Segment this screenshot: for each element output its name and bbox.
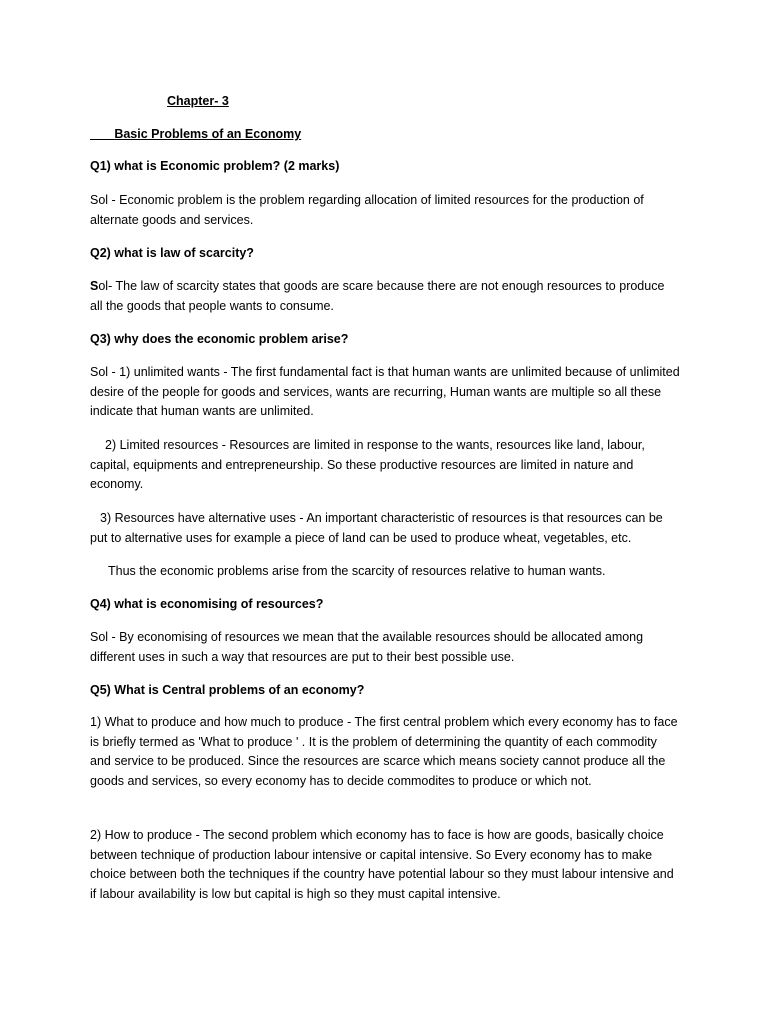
q3-point-2: 2) Limited resources - Resources are limited in response to the wants, resources like land, labour, capital, equipments and entrepreneurship. So these productive resources are limited in nature and economy.	[90, 438, 645, 491]
q4-question: Q4) what is economising of resources?	[90, 597, 324, 611]
q5-question: Q5) What is Central problems of an economy?	[90, 683, 365, 697]
q2-answer-lead: S	[90, 279, 99, 293]
q1-answer: Sol - Economic problem is the problem regarding allocation of limited resources for the production of alternate goods and services.	[90, 193, 644, 227]
q3-question: Q3) why does the economic problem arise?	[90, 332, 349, 346]
section-heading-text: Basic Problems of an Economy	[114, 127, 302, 141]
q5-point-2: 2) How to produce - The second problem which economy has to face is how are goods, basically choice between technique of production labour intensive or capital intensive. So Every economy has to make choice between both the techniques if the country have potential labour so they must labour intensive and if labour availability is low but capital is high so they must capital intensive.	[90, 828, 674, 901]
q1-question: Q1) what is Economic problem? (2 marks)	[90, 159, 340, 173]
q3-conclusion: Thus the economic problems arise from the scarcity of resources relative to human wants.	[108, 564, 606, 578]
q4-answer: Sol - By economising of resources we mean that the available resources should be allocated among different uses in such a way that resources are put to their best possible use.	[90, 630, 644, 664]
q3-point-1: Sol - 1) unlimited wants - The first fundamental fact is that human wants are unlimited because of unlimited desire of the people for goods and services, wants are recurring, Human wants are multiple so all these indicate that human wants are unlimited.	[90, 365, 680, 418]
q3-point-3: 3) Resources have alternative uses - An important characteristic of resources is that resources can be put to alternative uses for example a piece of land can be used to produce wheat, vegetables, etc.	[90, 511, 663, 545]
q2-answer	[90, 277, 680, 316]
q5-point-1: 1) What to produce and how much to produce - The first central problem which every economy has to face is briefly termed as 'What to produce ' . It is the problem of determining the quantity of each commodity and service to be produced. Since the resources are scarce which means society cannot produce all the goods and services, so every economy has to decide commodites to produce or which not.	[90, 715, 678, 788]
q2-question: Q2) what is law of scarcity?	[90, 246, 254, 260]
q2-answer-text: ol- The law of scarcity states that goods are scare because there are not enough resources to produce all the goods that people wants to consume.	[90, 279, 665, 313]
chapter-title: Chapter- 3	[167, 94, 229, 108]
section-heading	[90, 125, 301, 145]
